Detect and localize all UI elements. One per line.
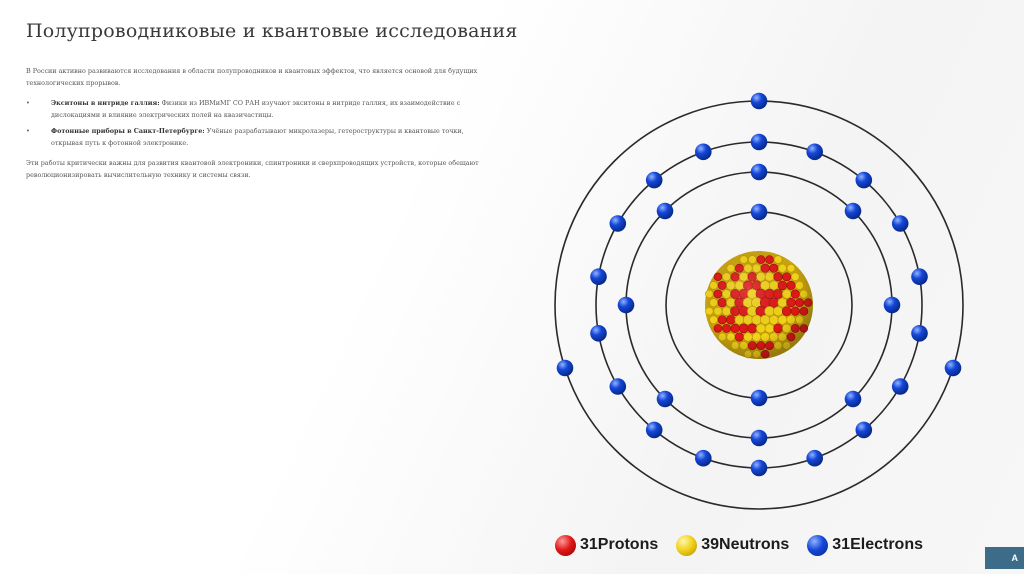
- bullet-heading: Экситоны в нитриде галлия:: [51, 99, 160, 107]
- legend-neutrons: [676, 535, 789, 556]
- intro-paragraph: В России активно развиваются исследования в области полупроводников и квантовых эффектов, что является основой для будущих технологических прорывов.: [26, 67, 478, 87]
- electron-shell-3: [590, 325, 607, 342]
- bullet-text: Учёные разрабатывают микролазеры, гетероструктуры и квантовые точки, открывая путь к фотонной электронике.: [51, 127, 464, 147]
- bullet-marker: •: [26, 127, 30, 135]
- legend-count: 39: [701, 536, 720, 553]
- nucleus-shading: [705, 251, 813, 359]
- electron-shell-4: [557, 360, 574, 377]
- electron-shell-3: [751, 134, 768, 151]
- electron-shell-2: [657, 391, 674, 408]
- bullet-list: [26, 98, 496, 149]
- legend-label: Protons: [597, 536, 659, 553]
- legend-label: Neutrons: [719, 536, 790, 553]
- bullet-item-excitons: [26, 98, 496, 121]
- nucleus: [705, 251, 813, 359]
- atom-legend: [555, 533, 941, 557]
- closing-paragraph: Эти работы критически важны для развития квантовой электроники, спинтроники и сверхпроводящих устройств, которые обещают революционизировать вычислительную технику и системы связи.: [26, 159, 479, 179]
- corner-badge: A: [985, 547, 1024, 569]
- electron-shell-3: [590, 268, 607, 285]
- electron-shell-3: [646, 422, 663, 439]
- proton-ball-icon: [555, 535, 576, 556]
- electron-shell-3: [892, 215, 909, 232]
- electron-shell-3: [911, 268, 928, 285]
- electron-shell-1: [751, 390, 768, 407]
- electron-shell-3: [806, 144, 823, 161]
- electron-shell-3: [856, 172, 873, 189]
- slide-body: [26, 66, 496, 181]
- electron-shell-2: [751, 430, 768, 447]
- electron-shell-3: [751, 460, 768, 477]
- legend-count: 31: [580, 536, 598, 553]
- legend-count: 31: [832, 536, 851, 553]
- electron-shell-3: [911, 325, 928, 342]
- electron-shell-3: [695, 144, 712, 161]
- legend-protons: [555, 535, 658, 556]
- electron-shell-4: [945, 360, 962, 377]
- bullet-text: Физики из ИВМиМГ СО РАН изучают экситоны в нитриде галлия, их взаимодействие с дислокациями и влияние электрических полей на квазичастицы.: [51, 99, 461, 119]
- atom-model-illustration: [520, 60, 1024, 574]
- electron-shell-3: [695, 450, 712, 467]
- electron-shell-4: [751, 93, 768, 110]
- electron-shell-3: [610, 215, 627, 232]
- electron-shell-2: [618, 297, 635, 314]
- bullet-marker: •: [26, 99, 30, 107]
- electron-ball-icon: [807, 535, 828, 556]
- electron-shell-2: [884, 297, 901, 314]
- bullet-heading: Фотонные приборы в Санкт-Петербурге:: [51, 127, 205, 135]
- electron-shell-3: [610, 378, 627, 395]
- electron-shell-2: [751, 164, 768, 181]
- electron-shell-3: [806, 450, 823, 467]
- electron-shell-2: [845, 203, 862, 220]
- legend-label: Electrons: [850, 536, 923, 553]
- electron-shell-3: [646, 172, 663, 189]
- electron-shell-1: [751, 204, 768, 221]
- neutron-ball-icon: [676, 535, 697, 556]
- electron-shell-3: [856, 422, 873, 439]
- electron-shell-3: [892, 378, 909, 395]
- bullet-item-photonics: [26, 126, 496, 149]
- slide-title: Полупроводниковые и квантовые исследования: [26, 20, 518, 42]
- electron-shell-2: [845, 391, 862, 408]
- electron-shell-2: [657, 203, 674, 220]
- legend-electrons: [807, 535, 923, 556]
